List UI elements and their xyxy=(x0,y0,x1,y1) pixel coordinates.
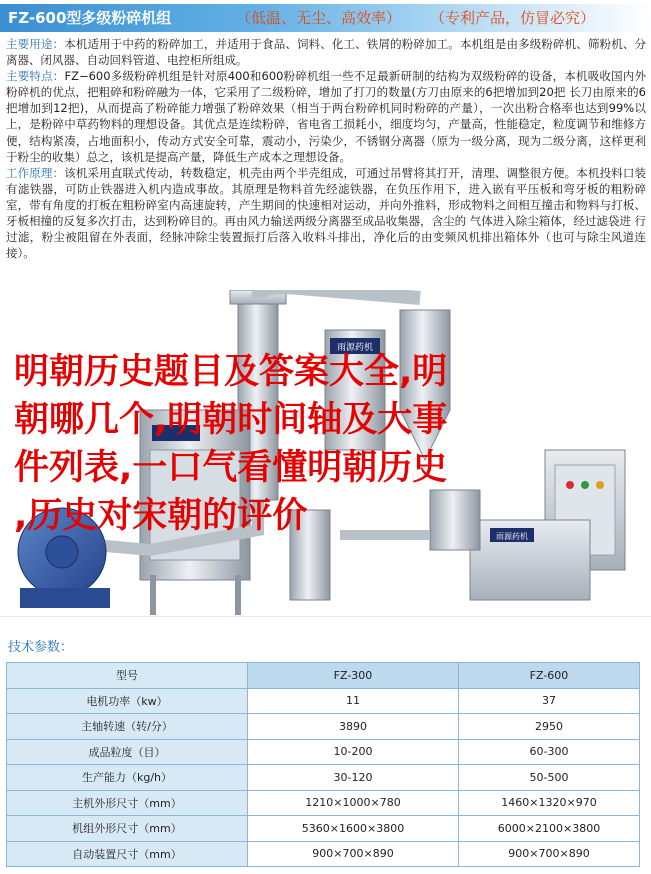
table-cell: 1460×1320×970 xyxy=(459,790,640,816)
leg xyxy=(235,575,241,615)
table-cell: 主机外形尺寸（mm） xyxy=(7,790,248,816)
table-cell: 生产能力（kg/h） xyxy=(7,765,248,791)
table-row xyxy=(7,765,640,791)
brand-label-1: 雨源药机 xyxy=(336,343,374,353)
table-cell: 5360×1600×3800 xyxy=(248,816,459,842)
paragraph-usage xyxy=(6,36,646,68)
table-header-row xyxy=(7,663,640,689)
overlay-line: ,历史对宋朝的评价 xyxy=(14,496,308,536)
header-cell: FZ-600 xyxy=(459,663,640,689)
paragraph-label: 主要用途： xyxy=(6,37,65,51)
table-cell: 30-120 xyxy=(248,765,459,791)
paragraph-features xyxy=(6,68,646,165)
table-cell: 37 xyxy=(459,688,640,714)
table-cell: 6000×2100×3800 xyxy=(459,816,640,842)
table-cell: 60-300 xyxy=(459,739,640,765)
table-cell: 成品粒度（目） xyxy=(7,739,248,765)
paragraph-label: 主要特点： xyxy=(6,69,65,84)
paragraph-text: 本机适用于中药的粉碎加工，并适用于食品、饲料、化工、铁屑的粉碎加工。本机组是由多级粉碎机、筛粉机、分离器、闭风器、自动回料管道、电控柜所组成。 xyxy=(6,37,647,68)
fan-base xyxy=(20,588,110,608)
table-cell: 自动装置尺寸（mm） xyxy=(7,841,248,867)
header-bar xyxy=(0,0,651,34)
description-block xyxy=(6,36,646,261)
table-cell: 3890 xyxy=(248,714,459,740)
leg xyxy=(150,575,156,615)
paragraph-principle xyxy=(6,165,646,262)
paragraph-text: 该机采用直联式传动，转数稳定，机壳由两个半壳组成，可通过吊臂将其打开，清理、调整很方便。本机投料口装有滤铁器，可防止铁器进入机内造成事故。其原理是物料首先经滤铁器，在负压作用下，进入嵌有平压板和弯牙板的粗粉碎室，带有角度的打板在粗粉碎室内高速旋转，产生期间的快速相对运动，并向外推料，形成物料之间相互撞击和物料与打板、牙板相撞的反复多次打击，达到粉碎目的。再由风力输送两级分离器至成品收集器，含尘的 气体进入除尘箱体，经过滤袋进 行过滤，粉尘被阻留在外表面，经脉冲除尘装置振打后落入收料斗排出，净化后的由变频风机排出箱体外（也可与除尘风道连接）。 xyxy=(6,165,647,261)
header-cell: FZ-300 xyxy=(248,663,459,689)
table-row xyxy=(7,841,640,867)
patent-badge: （专利产品，仿冒必究） xyxy=(430,9,596,27)
table-cell: 机组外形尺寸（mm） xyxy=(7,816,248,842)
table-row xyxy=(7,816,640,842)
overlay-line: 明朝历史题目及答案大全,明 xyxy=(14,352,448,392)
table-row xyxy=(7,688,640,714)
table-cell: 900×700×890 xyxy=(459,841,640,867)
table-cell: 11 xyxy=(248,688,459,714)
table-cell: 2950 xyxy=(459,714,640,740)
overlay-line: 件列表,一口气看懂明朝历史 xyxy=(14,448,448,488)
brand-label-2: 雨源药机 xyxy=(496,532,528,541)
table-cell: 主轴转速（转/分） xyxy=(7,714,248,740)
page-subtitle: （低温、无尘、高效率） xyxy=(236,9,402,27)
table-cell: 10-200 xyxy=(248,739,459,765)
table-row xyxy=(7,790,640,816)
specs-table xyxy=(6,662,640,867)
paragraph-label: 工作原理： xyxy=(6,165,65,180)
overlay-line: 朝哪几个,明朝时间轴及大事 xyxy=(14,400,448,440)
blower-hub xyxy=(46,536,78,568)
table-row xyxy=(7,739,640,765)
paragraph-text: FZ−600多级粉碎机组是针对原400和600粉碎机组一些不足最新研制的结构为双级粉碎的设备，本机吸收国内外粉碎机的优点，把粗碎和粉碎融为一体，它采用了二级粉碎，增加了打刀的数量(方刀由原来的6把增加到20把 长刀由原来的6把增加到12把)，从而提高了粉碎能力增强了粉碎效果（相当于两台粉碎机同时粉碎的产量），一次出粉合格率也达到99%以上，是粉碎中草药物料的理想设备。其优点是连续粉碎，省电省工损耗小，细度均匀，产量高，性能稳定，粒度调节和维修方便，结构紧凑，占地面积小，传动方式安全可靠，震动小，污染少，不锈钢分离器（原为一级分离，现为二级分离，这样更利于粉尘的收集）总之，该机是提高产量，降低生产成本之理想设备。 xyxy=(6,69,647,164)
table-cell: 1210×1000×780 xyxy=(248,790,459,816)
overlay-title xyxy=(14,348,640,540)
header-cell: 型号 xyxy=(7,663,248,689)
table-cell: 电机功率（kw） xyxy=(7,688,248,714)
table-cell: 50-500 xyxy=(459,765,640,791)
floor xyxy=(0,616,651,617)
page-title: FZ-600型多级粉碎机组 xyxy=(8,9,172,27)
specs-heading: 技术参数： xyxy=(8,640,74,655)
table-row xyxy=(7,714,640,740)
table-cell: 900×700×890 xyxy=(248,841,459,867)
